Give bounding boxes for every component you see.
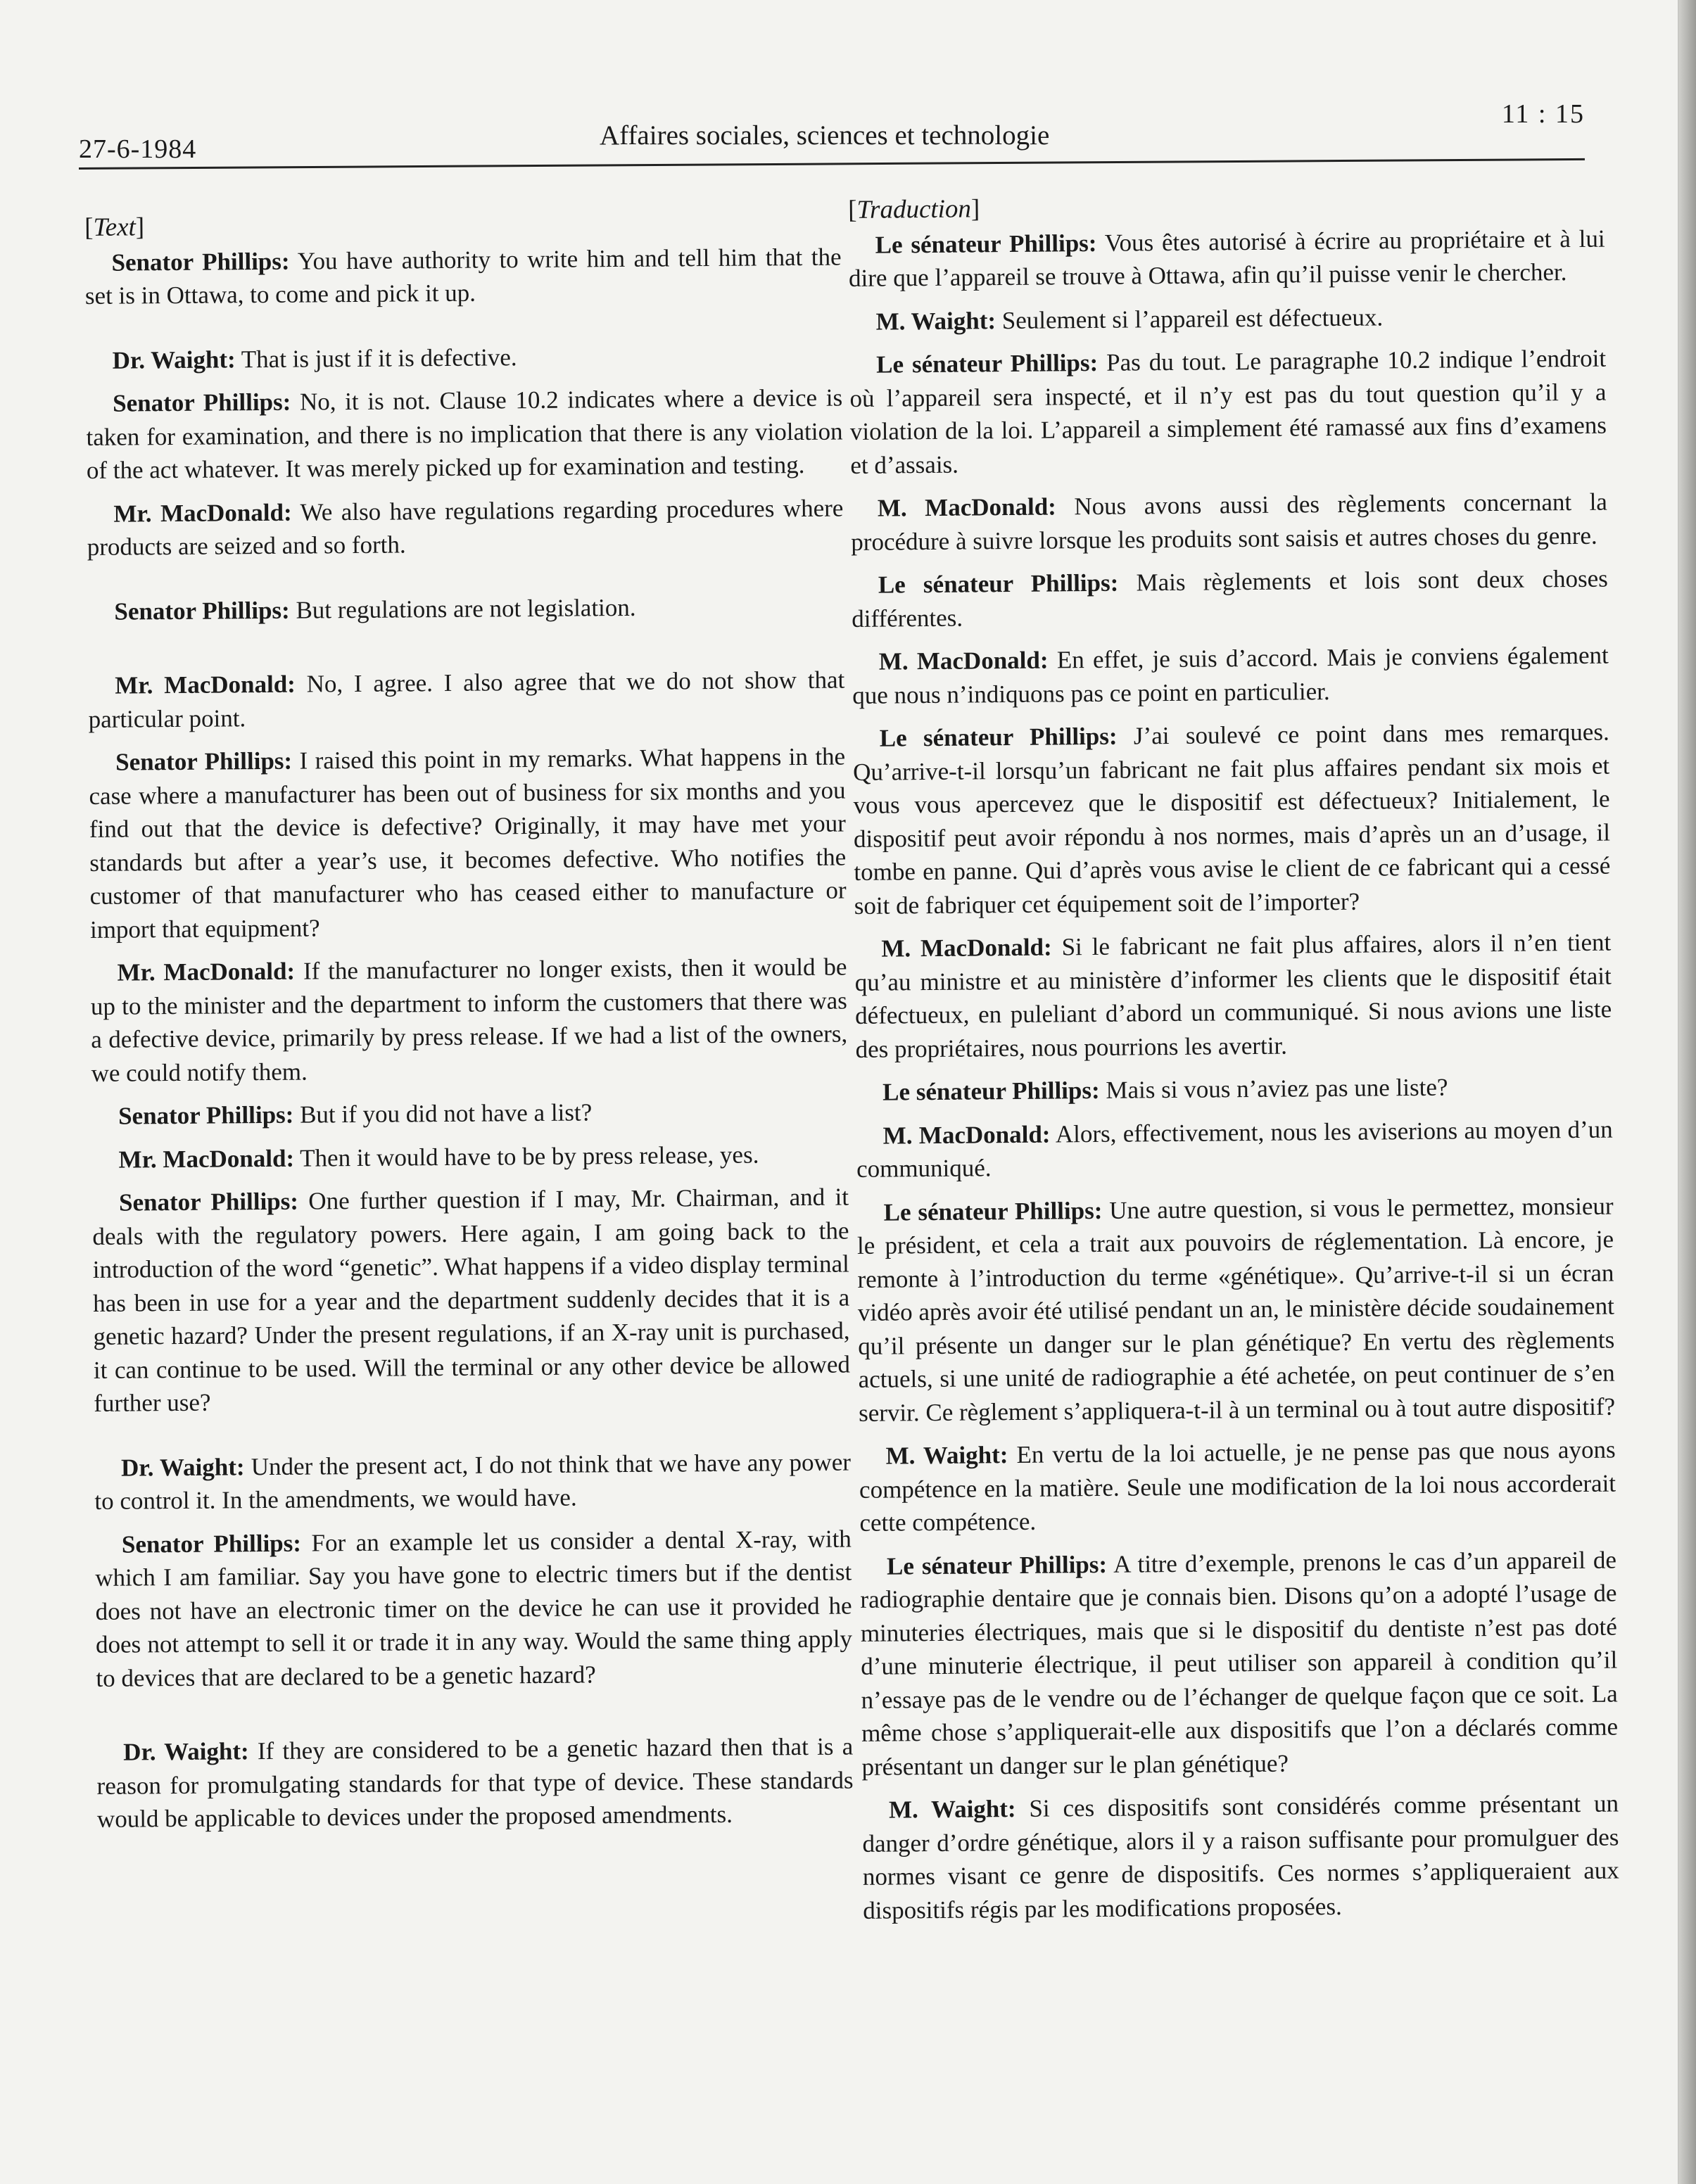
paragraph: Mr. MacDonald: If the manufacturer no longer exists, then it would be up to the minister and the department to inform the customers that there was a defective device, primarily by press release. If we had a list of the owners, we could notify them. (90, 953, 848, 1087)
paragraph: M. Waight: Seulement si l’appareil est défectueux. (875, 303, 1384, 336)
header-page-number: 11 : 15 (1501, 99, 1585, 129)
paragraph: Le sénateur Phillips: A titre d’exemple, prenons le cas d’un appareil de radiographie dentaire que je connais bien. Disons qu’on a adopté l’usage de minuteries électriques, mais que si le dispositif du dentiste n’est pas doté d’une minuterie électrique, il peut utiliser son appareil à condition qu’il n’essaye pas de le vendre ou de l’échanger de quelque façon que ce soit. La même chose s’appliquerait-elle aux dispositifs que l’on a déclarés comme présentant un danger sur le plan génétique? (860, 1546, 1619, 1781)
paragraph: Senator Phillips: I raised this point in my remarks. What happens in the case where a manufacturer has been out of business for six months and you find out that the device is defective? Originally, it may have met your standards but after a year’s use, it becomes defective. Who notifies the customer of that manufacturer who has ceased either to manufacture or import that equipment? (89, 742, 847, 944)
paragraph: Senator Phillips: One further question if I may, Mr. Chairman, and it deals with the regulatory powers. Here again, I am going back to the introduction of the word “genetic”. What happens if a video display terminal has been in use for a year and the department suddenly decides that it is a genetic hazard? Under the present regulations, if an X-ray unit is purchased, it can continue to be used. Will the terminal or any other device be allowed further use? (92, 1183, 851, 1417)
paragraph: Senator Phillips: No, it is not. Clause 10.2 indicates where a device is taken for examination, and there is no implication that there is any violation of the act whatever. It was merely picked up for examination and testing. (86, 383, 843, 484)
paragraph: Mr. MacDonald: Then it would have to be by press release, yes. (118, 1141, 759, 1174)
paragraph: M. MacDonald: Nous avons aussi des règlements concernant la procédure à suivre lorsque les produits sont saisis et autres choses du genre. (851, 488, 1608, 556)
paragraph: M. MacDonald: Si le fabricant ne fait plus affaires, alors il n’en tient qu’au ministre et au ministère d’informer les clients que le dispositif était défectueux, en puleliant d’abord un communiqué. Si nous avions une liste des propriétaires, nous pourrions les avertir. (854, 928, 1612, 1063)
paragraph: Mr. MacDonald: We also have regulations regarding procedures where products are seized and so forth. (87, 494, 844, 561)
paragraph: M. MacDonald: Alors, effectivement, nous les aviserions au moyen d’un communiqué. (856, 1115, 1613, 1183)
paragraph: Dr. Waight: Under the present act, I do not think that we have any power to control it. In the amendments, we would have. (94, 1448, 852, 1515)
page-header (79, 99, 1585, 166)
paragraph: Dr. Waight: That is just if it is defective. (112, 343, 517, 374)
paragraph: Senator Phillips: But regulations are not legislation. (114, 593, 636, 626)
paragraph: Senator Phillips: But if you did not have a list? (118, 1098, 593, 1130)
paragraph: M. Waight: En vertu de la loi actuelle, je ne pense pas que nous ayons compétence en la matière. Seule une modification de la loi nous accorderait cette compétence. (859, 1435, 1616, 1537)
paragraph: Le sénateur Phillips: Vous êtes autorisé à écrire au propriétaire et à lui dire que l’appareil se trouve à Ottawa, afin qu’il puisse venir le chercher. (848, 224, 1605, 292)
header-date: 27-6-1984 (79, 134, 197, 164)
header-rule (79, 158, 1585, 170)
section-label-text: [Text] (84, 212, 145, 242)
paragraph: Le sénateur Phillips: Pas du tout. Le paragraphe 10.2 indique l’endroit où l’appareil sera inspecté, et il n’y est pas du tout question qu’il y a violation de la loi. L’appareil a simplement été ramassé aux fins d’examens et d’assais. (849, 344, 1607, 479)
paragraph: M. MacDonald: En effet, je suis d’accord. Mais je conviens également que nous n’indiquons pas ce point en particulier. (852, 641, 1609, 709)
paragraph: Le sénateur Phillips: Mais si vous n’aviez pas une liste? (882, 1073, 1448, 1106)
paragraph: Le sénateur Phillips: J’ai soulevé ce point dans mes remarques. Qu’arrive-t-il lorsqu’un fabricant ne fait plus affaires pendant six mois et vous vous apercevez que le dispositif est défectueux? Initialement, le dispositif peut avoir répondu à nos normes, mais d’après un an d’usage, il tombe en panne. Qui d’après vous avise le client de ce fabricant qui a cessé soit de fabriquer cet équipement soit de l’importer? (853, 718, 1611, 920)
paragraph: Senator Phillips: You have authority to write him and tell him that the set is in Ottawa, to come and pick it up. (84, 243, 842, 310)
header-title: Affaires sociales, sciences et technologie (600, 120, 1050, 151)
paragraph: M. Waight: Si ces dispositifs sont considérés comme présentant un danger d’ordre génétique, alors il y a raison suffisante pour promulguer des normes visant ce genre de dispositifs. Ces normes s’appliqueraient aux dispositifs régis par les modifications proposées. (862, 1789, 1620, 1924)
paragraph: Senator Phillips: For an example let us consider a dental X-ray, with which I am familiar. Say you have gone to electric timers but if the dentist does not have an electronic timer on the device he can use it provided he does not attempt to sell it or trade it in any way. Would the same thing apply to devices that are declared to be a genetic hazard? (95, 1524, 853, 1692)
french-column (848, 187, 1620, 1937)
paragraph: Le sénateur Phillips: Mais règlements et lois sont deux choses différentes. (852, 564, 1608, 633)
paragraph: Dr. Waight: If they are considered to be a genetic hazard then that is a reason for promulgating standards for that type of device. These standards would be applicable to devices under the proposed amendments. (96, 1732, 854, 1833)
english-column (84, 205, 854, 1846)
paragraph: Mr. MacDonald: No, I agree. I also agree that we do not show that particular point. (88, 666, 845, 733)
paragraph: Le sénateur Phillips: Une autre question, si vous le permettez, monsieur le président, et cela a trait aux pouvoirs de réglementation. Là encore, je remonte à l’introduction du terme «génétique». Qu’arrive-t-il si un écran vidéo après avoir été utilisé pendant un an, le ministère décide soudainement qu’il présente un danger sur le plan génétique? En vertu des règlements actuels, si une unité de radiographie a été achetée, on peut continuer de s’en servir. Ce règlement s’appliquera-t-il à un terminal ou à tout autre dispositif? (856, 1192, 1616, 1427)
page-edge-shadow (1679, 0, 1696, 2184)
section-label-traduction: [Traduction] (848, 194, 980, 224)
